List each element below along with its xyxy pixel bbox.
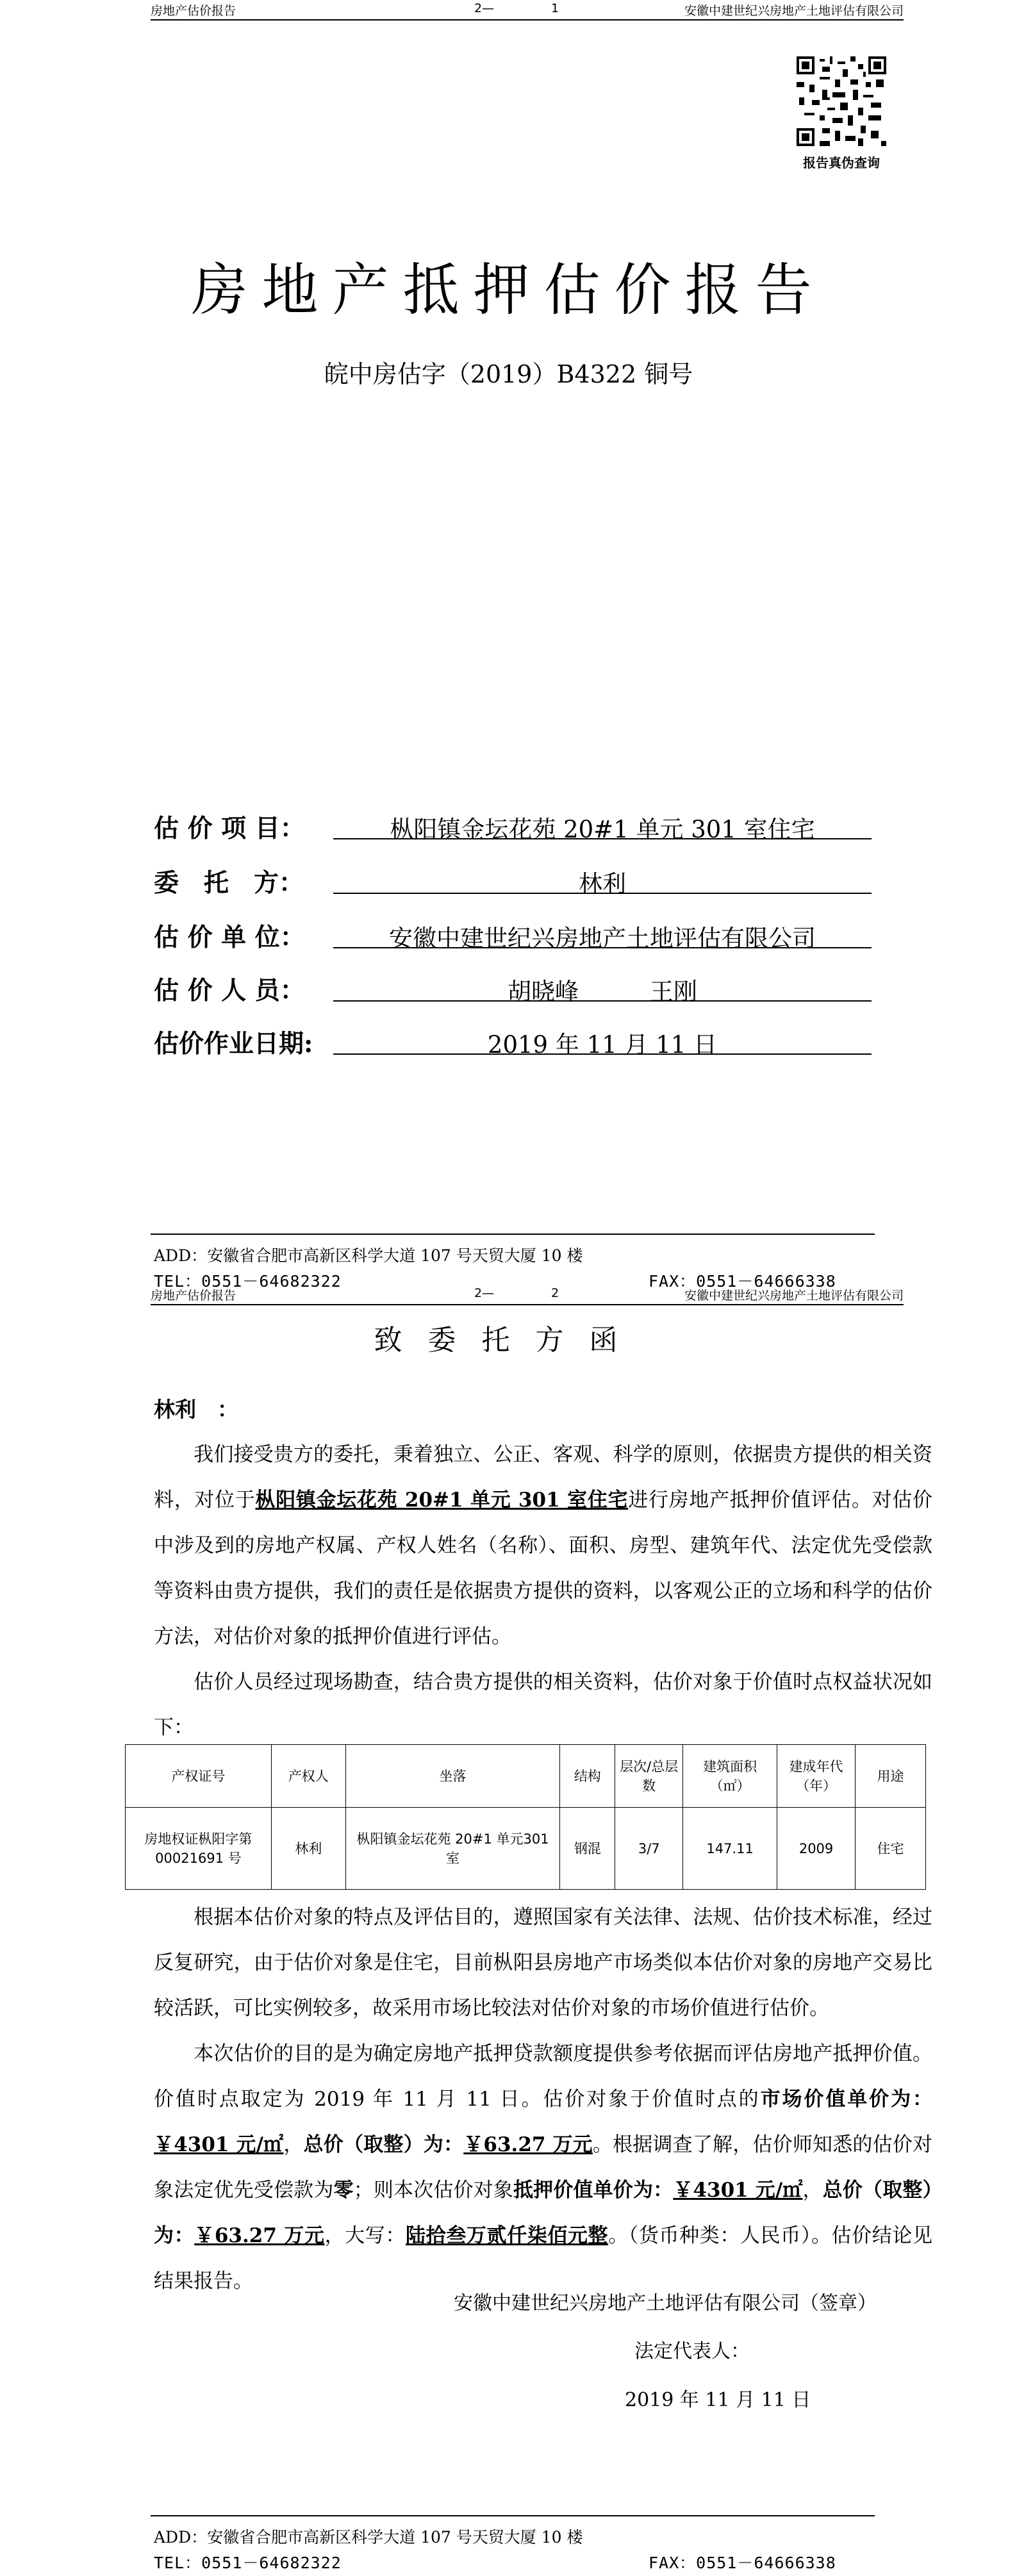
field-label: 委 托 方： (154, 868, 304, 898)
p4-text: 。根据调查了解，估价师知悉的估价对象法定优先受偿款为 (154, 2133, 933, 2202)
table-row (126, 1808, 926, 1890)
table-header: 建筑面积（㎡） (683, 1745, 777, 1808)
page-header (151, 0, 904, 21)
header-right: 安徽中建世纪兴房地产土地评估有限公司 (684, 1289, 904, 1303)
salutation: 林利 ： (154, 1397, 238, 1422)
field-value: 胡晓峰 王刚 (508, 978, 697, 1005)
table-cell: 3/7 (615, 1808, 683, 1890)
p4-key: 总价（取整）为： (154, 2179, 933, 2247)
p4-text: 本次估价的目的是为确定房地产抵押贷款额度提供参考依据而评估房地产抵押价值。价值时点取定为 2019 年 11 月 11 日。估价对象于价值时点的 (154, 2042, 932, 2111)
field-label: 估 价 项 目： (154, 814, 305, 843)
table-header: 坐落 (345, 1745, 560, 1808)
property-table (125, 1744, 926, 1890)
footer-rule (151, 2515, 875, 2516)
table-cell: 住宅 (856, 1808, 926, 1890)
p4-text: ，大写： (324, 2224, 406, 2247)
p4-key: 市场价值单价为： (760, 2088, 932, 2111)
p4-text: ；则本次估价对象 (353, 2179, 513, 2202)
field-value: 林利 (579, 870, 626, 898)
qr-code (797, 56, 886, 146)
p3-text: 根据本估价对象的特点及评估目的，遵照国家有关法律、法规、估价技术标准，经过反复研究，由于估价对象是住宅，目前枞阳县房地产市场类似本估价对象的房地产交易比较活跃，可比实例较多，故采用市场比较法对估价对象的市场价值进行估价。 (154, 1906, 932, 2020)
p4-key: 总价（取整）为： (303, 2133, 464, 2156)
table-header: 建成年代（年） (777, 1745, 856, 1808)
table-cell: 2009 (777, 1808, 856, 1890)
report-title: 房地产抵押估价报告 (191, 257, 826, 323)
table-cell: 林利 (271, 1808, 345, 1890)
p1-text-a: 我们接受贵方的委托，秉着独立、公正、客观、科学的原则，依据贵方提供的相关资料，对位于 (154, 1443, 932, 1512)
footer-tel: TEL：0551－64682322 (154, 1272, 342, 1291)
paragraph-4 (154, 2031, 932, 2304)
header-left: 房地产估价报告 (151, 4, 236, 18)
footer-rule (151, 1234, 875, 1235)
p4-value: ￥63.27 万元 (194, 2224, 325, 2247)
table-header: 产权证号 (126, 1745, 272, 1808)
header-page-number: 2 (551, 1286, 559, 1300)
p4-value: 陆拾叁万贰仟柒佰元整 (406, 2224, 609, 2247)
table-header: 层次/总层数 (615, 1745, 683, 1808)
p4-key: 抵押价值单价为： (513, 2179, 674, 2202)
header-page-number: 1 (551, 1, 559, 15)
footer-address: ADD：安徽省合肥市高新区科学大道 107 号天贸大厦 10 楼 (154, 1246, 583, 1265)
p4-text: ， (802, 2179, 823, 2202)
page-header (151, 1285, 904, 1305)
paragraph-2 (154, 1660, 932, 1751)
table-cell: 枞阳镇金坛花苑 20#1 单元301 室 (345, 1808, 560, 1890)
footer-fax: FAX：0551－64666338 (649, 1272, 836, 1291)
p1-object: 枞阳镇金坛花苑 20#1 单元 301 室住宅 (255, 1489, 629, 1512)
field-label: 估 价 人 员： (154, 976, 305, 1005)
table-cell: 147.11 (683, 1808, 777, 1890)
p1-text-b: 进行房地产抵押价值评估。对估价中涉及到的房地产权属、产权人姓名（名称）、面积、房型、建筑年代、法定优先受偿款等资料由贵方提供，我们的责任是依据贵方提供的资料，以客观公正的立场和科学的估价方法，对估价对象的抵押价值进行评估。 (154, 1489, 933, 1648)
table-header: 产权人 (271, 1745, 345, 1808)
table-cell: 房地权证枞阳字第00021691 号 (126, 1808, 272, 1890)
signature-company: 安徽中建世纪兴房地产土地评估有限公司（签章） (454, 2292, 877, 2315)
p4-text: ， (283, 2133, 304, 2156)
paragraph-3 (154, 1895, 932, 2031)
signature-date: 2019 年 11 月 11 日 (625, 2389, 811, 2411)
p4-text: 。（货币种类：人民币）。估价结论见结果报告。 (154, 2224, 933, 2293)
table-header: 结构 (560, 1745, 615, 1808)
field-label: 估 价 单 位： (154, 923, 305, 952)
header-page-prefix: 2— (474, 1286, 495, 1300)
qr-label: 报告真伪查询 (803, 155, 880, 170)
field-value: 枞阳镇金坛花苑 20#1 单元 301 室住宅 (390, 816, 815, 843)
header-left: 房地产估价报告 (151, 1289, 236, 1303)
field-value: 安徽中建世纪兴房地产土地评估有限公司 (389, 925, 816, 952)
footer-address: ADD：安徽省合肥市高新区科学大道 107 号天贸大厦 10 楼 (154, 2528, 583, 2547)
header-page-prefix: 2— (474, 1, 495, 15)
header-right: 安徽中建世纪兴房地产土地评估有限公司 (684, 4, 904, 18)
table-header: 用途 (856, 1745, 926, 1808)
field-value: 2019 年 11 月 11 日 (487, 1031, 718, 1059)
p4-value: 零 (333, 2179, 354, 2202)
p4-value: ￥4301 元/㎡ (673, 2179, 803, 2202)
footer-fax: FAX：0551－64666338 (649, 2554, 836, 2572)
signature-legal-rep: 法定代表人： (634, 2340, 750, 2363)
field-label: 估价作业日期: (154, 1029, 313, 1059)
table-cell: 钢混 (560, 1808, 615, 1890)
p2-text: 估价人员经过现场勘查，结合贵方提供的相关资料，估价对象于价值时点权益状况如下： (154, 1671, 932, 1739)
p4-value: ￥63.27 万元 (463, 2133, 593, 2156)
table-header-row (126, 1745, 926, 1808)
report-number: 皖中房估字（2019）B4322 铜号 (324, 360, 693, 388)
footer-tel: TEL：0551－64682322 (154, 2554, 342, 2572)
letter-title: 致委托方函 (374, 1324, 643, 1357)
paragraph-1 (154, 1432, 932, 1660)
p4-value: ￥4301 元/㎡ (154, 2133, 284, 2156)
